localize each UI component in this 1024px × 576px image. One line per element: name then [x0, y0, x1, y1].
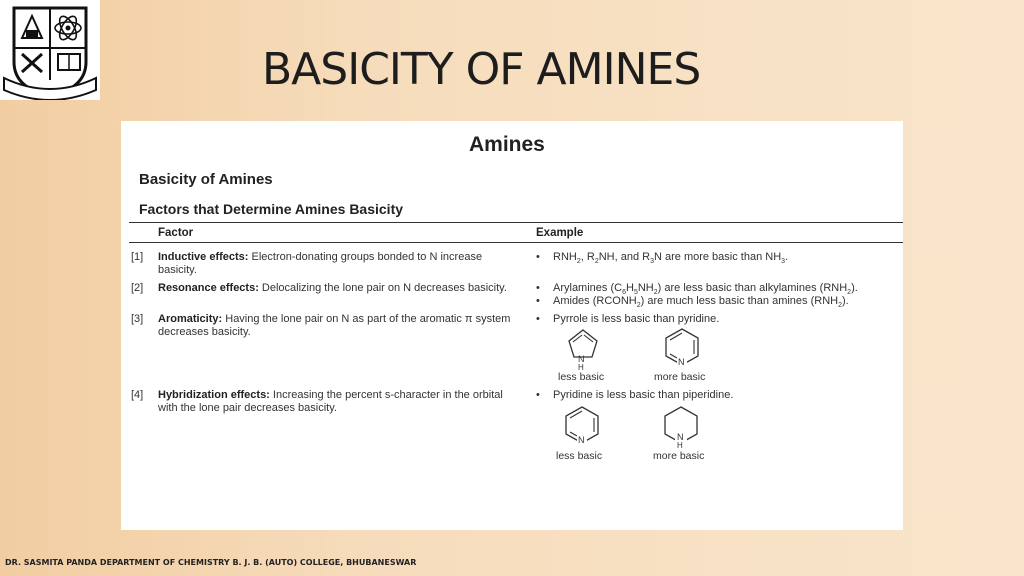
- row-number: [4]: [131, 389, 144, 401]
- piperidine-structure-icon: [661, 405, 701, 449]
- table-row: [4] Hybridization effects: Increasing the percent s-character in the orbital with the lone pair decreases basicity. • Pyridine is less basic than piperidine.: [131, 389, 734, 414]
- svg-text:N: N: [578, 435, 585, 445]
- svg-text:N: N: [677, 432, 684, 442]
- panel-subtitle-factors: Factors that Determine Amines Basicity: [139, 201, 404, 217]
- pyridine-basicity-label: more basic: [654, 371, 706, 383]
- pyrrole-basicity-label: less basic: [558, 371, 605, 383]
- pyrrole-structure-icon: [563, 326, 603, 370]
- factor-text: Hybridization effects: Increasing the percent s-character in the orbital with the lone pair decreases basicity.: [158, 389, 503, 414]
- pyridine-basicity-label: less basic: [556, 450, 603, 462]
- column-header-example: Example: [536, 227, 584, 239]
- pyridine-structure-icon: [662, 327, 702, 367]
- college-crest-icon: [0, 0, 100, 100]
- piperidine-basicity-label: more basic: [653, 450, 705, 462]
- svg-text:H: H: [578, 363, 584, 370]
- factor-text: Resonance effects: Delocalizing the lone pair on N decreases basicity.: [158, 282, 507, 294]
- table-row: [3] Aromaticity: Having the lone pair on N as part of the aromatic π system decreases basicity. • Pyrrole is less basic than pyridine.: [131, 313, 720, 338]
- pyridine-structure-icon: [562, 405, 602, 447]
- panel-heading: Amines: [469, 133, 545, 156]
- column-header-factor: Factor: [158, 227, 194, 239]
- factor-text: Inductive effects: Electron-donating groups bonded to N increase basicity.: [158, 251, 483, 276]
- factor-text: Aromaticity: Having the lone pair on N as part of the aromatic π system decreases basicity.: [158, 313, 511, 338]
- svg-text:H: H: [677, 441, 683, 449]
- table-row: [2] Resonance effects: Delocalizing the lone pair on N decreases basicity. • Arylamines $(C_6H_5NH_2)$ are less basic than alkylamines $(RNH_2)$. • Amides $(RCONH_2)$ are much less basic than amines $(RNH_2)$.: [131, 282, 858, 310]
- svg-text:N: N: [678, 357, 685, 367]
- row-number: [1]: [131, 251, 144, 263]
- footer-credit: DR. SASMITA PANDA DEPARTMENT OF CHEMISTRY B. J. B. (AUTO) COLLEGE, BHUBANESWAR: [5, 558, 417, 567]
- row-number: [3]: [131, 313, 144, 325]
- panel-subtitle-basicity: Basicity of Amines: [139, 171, 273, 188]
- table-row: [1] Inductive effects: Electron-donating groups bonded to N increase basicity. • $RNH_2$, $R_2NH$, and $R_3N$ are more basic than $NH_3$.: [131, 251, 789, 276]
- svg-text:N: N: [578, 354, 585, 364]
- content-image-panel: [121, 121, 903, 530]
- table-header-rule: [129, 242, 903, 243]
- row-number: [2]: [131, 282, 144, 294]
- college-logo: [0, 0, 100, 100]
- slide-title: BASICITY OF AMINES: [262, 44, 701, 95]
- table-top-rule: [129, 222, 903, 223]
